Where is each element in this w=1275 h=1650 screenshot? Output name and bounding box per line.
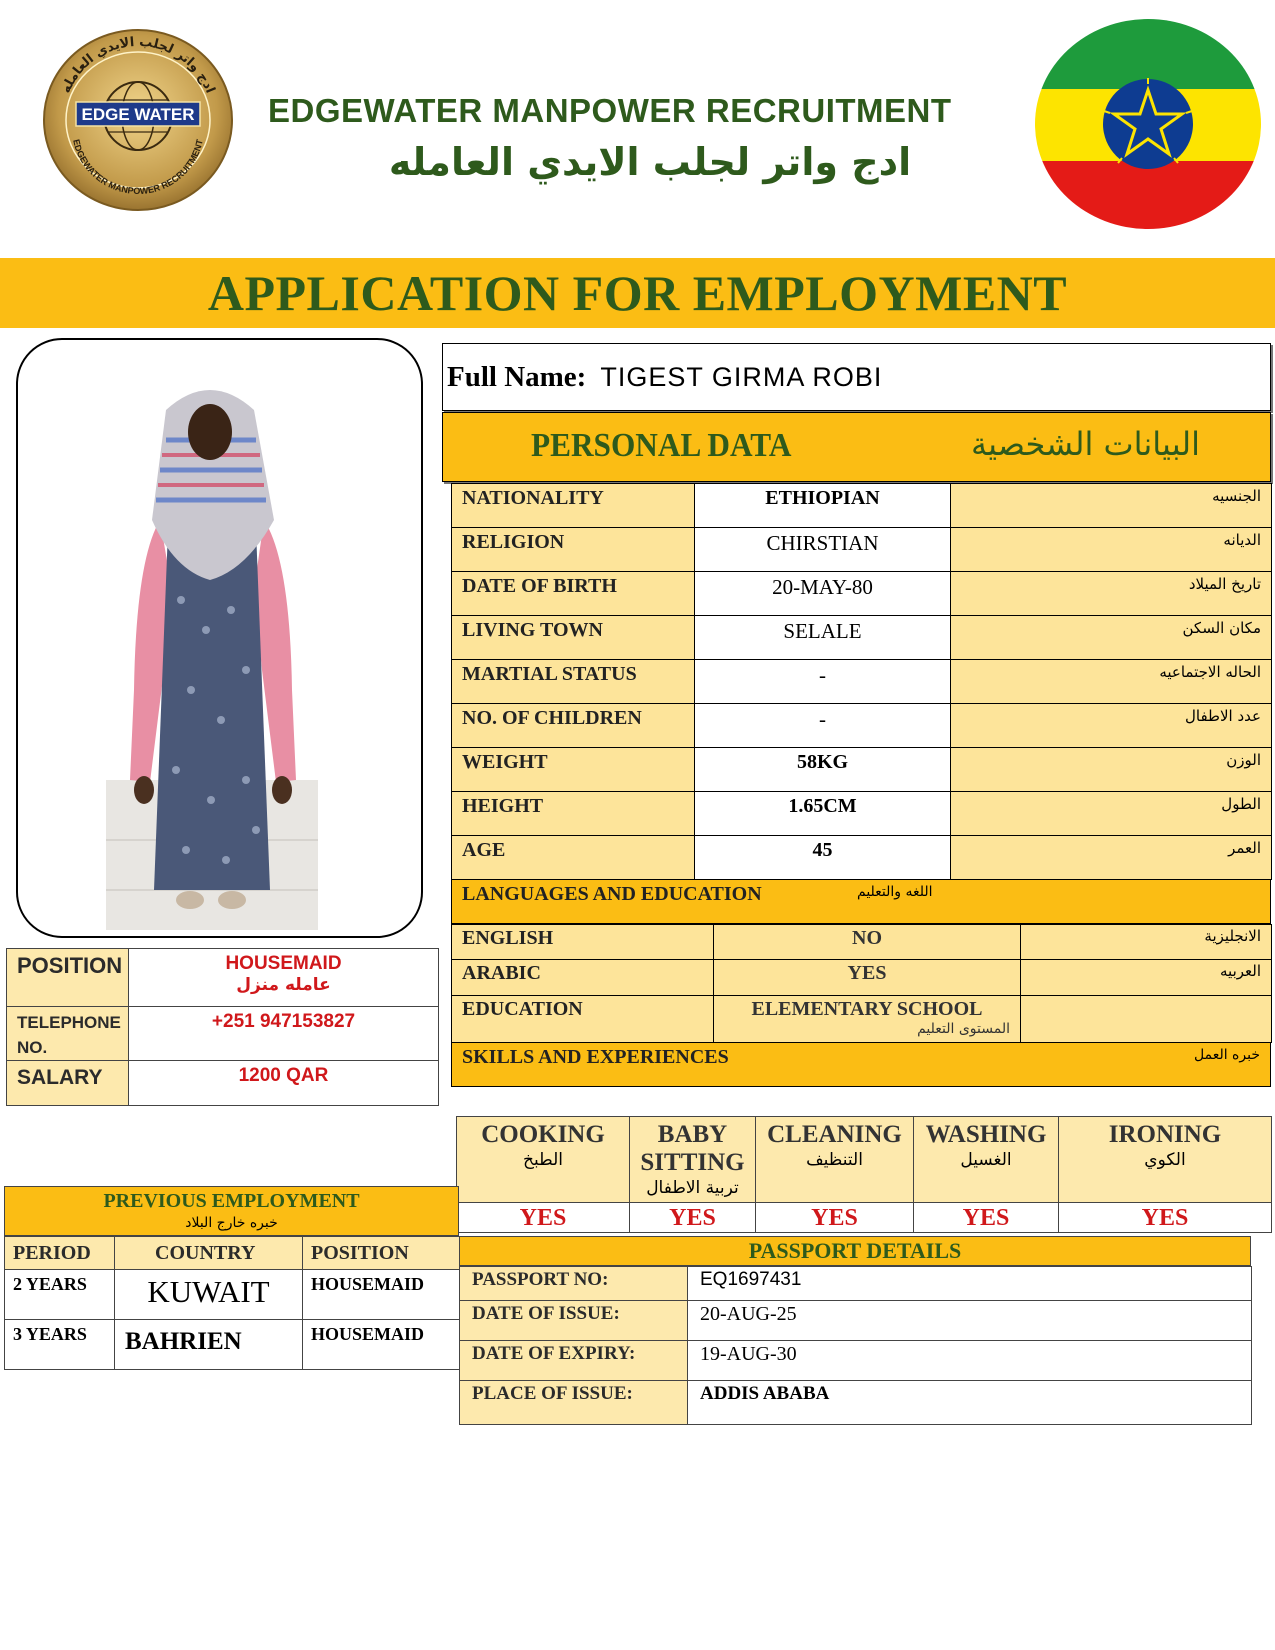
- education-empty-cell: [1021, 996, 1272, 1043]
- skill-washing: [914, 1117, 1059, 1203]
- position-cell: [129, 949, 439, 1007]
- age-label: AGE: [452, 836, 695, 880]
- position-value: HOUSEMAID: [225, 953, 342, 974]
- personal-data-table: [451, 483, 1272, 880]
- table-row: [452, 960, 1272, 996]
- skill-cleaning-label: CLEANING: [767, 1121, 902, 1148]
- table-row: [5, 1270, 460, 1320]
- personal-data-title-arabic: البيانات الشخصية: [970, 425, 1200, 463]
- education-label: EDUCATION: [452, 996, 714, 1043]
- table-row: [452, 792, 1272, 836]
- skill-washing-value: YES: [914, 1203, 1059, 1233]
- table-row: [7, 949, 439, 1007]
- skill-baby-sitting-value: YES: [630, 1203, 756, 1233]
- education-cell: [714, 996, 1021, 1043]
- english-value: NO: [714, 925, 1021, 960]
- ethiopian-flag-icon: [1034, 18, 1262, 231]
- table-row: [460, 1301, 1252, 1341]
- place-of-issue-value: ADDIS ABABA: [688, 1381, 1252, 1425]
- languages-education-header: [451, 879, 1271, 924]
- languages-table: [451, 924, 1272, 1043]
- table-row: [452, 925, 1272, 960]
- table-row: [457, 1203, 1272, 1233]
- date-of-birth-label-arabic: تاريخ الميلاد: [951, 572, 1272, 616]
- date-of-birth-label: DATE OF BIRTH: [452, 572, 695, 616]
- table-row: [7, 1007, 439, 1061]
- children-label-arabic: عدد الاطفال: [951, 704, 1272, 748]
- employment-period: 2 YEARS: [5, 1270, 115, 1320]
- age-value: 45: [695, 836, 951, 880]
- personal-data-header: [442, 412, 1271, 482]
- english-label-arabic: الانجليزية: [1021, 925, 1272, 960]
- table-row: [452, 616, 1272, 660]
- company-name-arabic: ادج واتر لجلب الايدي العامله: [388, 140, 912, 184]
- country-header: COUNTRY: [115, 1237, 303, 1270]
- page-title: APPLICATION FOR EMPLOYMENT: [207, 265, 1068, 321]
- passport-number-label: PASSPORT NO:: [460, 1267, 688, 1301]
- children-label: NO. OF CHILDREN: [452, 704, 695, 748]
- position-header: POSITION: [303, 1237, 460, 1270]
- employment-period: 3 YEARS: [5, 1320, 115, 1370]
- marital-status-label: MARTIAL STATUS: [452, 660, 695, 704]
- skill-cooking-value: YES: [457, 1203, 630, 1233]
- position-value-arabic: عامله منزل: [236, 975, 331, 995]
- skill-cooking-label: COOKING: [481, 1121, 605, 1148]
- marital-status-label-arabic: الحاله الاجتماعيه: [951, 660, 1272, 704]
- skill-baby-sitting-label: BABY SITTING: [640, 1121, 745, 1176]
- skill-cooking-label-arabic: الطبخ: [523, 1150, 563, 1170]
- skill-ironing-label: IRONING: [1108, 1121, 1222, 1148]
- table-row: [5, 1320, 460, 1370]
- place-of-issue-label: PLACE OF ISSUE:: [460, 1381, 688, 1425]
- weight-label-arabic: الوزن: [951, 748, 1272, 792]
- height-value: 1.65CM: [695, 792, 951, 836]
- table-row: [452, 660, 1272, 704]
- skill-ironing-label-arabic: الكوي: [1144, 1150, 1186, 1170]
- table-row: [452, 528, 1272, 572]
- education-value: ELEMENTARY SCHOOL: [751, 998, 983, 1020]
- full-name-label: Full Name:: [447, 360, 587, 393]
- skills-experiences-header: [451, 1042, 1271, 1087]
- applicant-photo: [106, 370, 318, 930]
- table-row: [452, 704, 1272, 748]
- nationality-label-arabic: الجنسيه: [951, 484, 1272, 528]
- skill-cleaning: [756, 1117, 914, 1203]
- table-row: [460, 1381, 1252, 1425]
- skill-baby-sitting: [630, 1117, 756, 1203]
- table-header-row: [5, 1237, 460, 1270]
- weight-label: WEIGHT: [452, 748, 695, 792]
- company-logo: [42, 28, 234, 212]
- skill-baby-sitting-label-arabic: تربية الاطفال: [646, 1178, 739, 1198]
- logo-wordmark: EDGE WATER: [81, 105, 195, 124]
- table-row: [457, 1117, 1272, 1203]
- previous-employment-header: [4, 1186, 459, 1236]
- skill-cleaning-label-arabic: التنظيف: [806, 1150, 863, 1170]
- applicant-photo-frame: [16, 338, 423, 938]
- telephone-value: +251 947153827: [129, 1007, 439, 1061]
- previous-employment-title-arabic: خبره خارج البلاد: [185, 1215, 278, 1231]
- table-row: [460, 1267, 1252, 1301]
- nationality-label: NATIONALITY: [452, 484, 695, 528]
- date-of-expiry-value: 19-AUG-30: [688, 1341, 1252, 1381]
- living-town-value: SELALE: [695, 616, 951, 660]
- period-header: PERIOD: [5, 1237, 115, 1270]
- date-of-issue-value: 20-AUG-25: [688, 1301, 1252, 1341]
- skill-ironing-value: YES: [1059, 1203, 1272, 1233]
- previous-employment-title: PREVIOUS EMPLOYMENT: [103, 1190, 360, 1212]
- employment-country: BAHRIEN: [115, 1320, 303, 1370]
- logo-ring-arabic: ادج واتر لجلب الايدي العامله: [58, 34, 218, 96]
- living-town-label: LIVING TOWN: [452, 616, 695, 660]
- employment-position: HOUSEMAID: [303, 1320, 460, 1370]
- age-label-arabic: العمر: [951, 836, 1272, 880]
- languages-education-title-arabic: اللغه والتعليم: [857, 884, 933, 900]
- table-row: [452, 484, 1272, 528]
- date-of-issue-label: DATE OF ISSUE:: [460, 1301, 688, 1341]
- skill-washing-label: WASHING: [925, 1121, 1047, 1148]
- skills-experiences-title-arabic: خبره العمل: [1194, 1047, 1260, 1063]
- skills-table: [456, 1116, 1272, 1233]
- table-row: [460, 1341, 1252, 1381]
- salary-value: 1200 QAR: [129, 1061, 439, 1106]
- religion-value: CHIRSTIAN: [695, 528, 951, 572]
- personal-data-title: PERSONAL DATA: [531, 427, 792, 464]
- company-name-english: EDGEWATER MANPOWER RECRUITMENT: [268, 92, 952, 129]
- languages-education-title: LANGUAGES AND EDUCATION: [462, 883, 762, 905]
- arabic-label: ARABIC: [452, 960, 714, 996]
- religion-label-arabic: الديانه: [951, 528, 1272, 572]
- arabic-value: YES: [714, 960, 1021, 996]
- weight-value: 58KG: [695, 748, 951, 792]
- skill-washing-label-arabic: الغسيل: [960, 1150, 1012, 1170]
- table-row: [452, 748, 1272, 792]
- employment-country: KUWAIT: [115, 1270, 303, 1320]
- date-of-expiry-label: DATE OF EXPIRY:: [460, 1341, 688, 1381]
- arabic-label-arabic: العربيه: [1021, 960, 1272, 996]
- passport-number-value: EQ1697431: [688, 1267, 1252, 1301]
- full-name-value: TIGEST GIRMA ROBI: [600, 361, 883, 392]
- skill-cleaning-value: YES: [756, 1203, 914, 1233]
- religion-label: RELIGION: [452, 528, 695, 572]
- education-label-arabic: المستوى التعليم: [917, 1021, 1010, 1037]
- marital-status-value: -: [695, 660, 951, 704]
- nationality-value: ETHIOPIAN: [695, 484, 951, 528]
- table-row: [452, 836, 1272, 880]
- height-label-arabic: الطول: [951, 792, 1272, 836]
- position-label: POSITION: [7, 949, 129, 1007]
- passport-details-title: PASSPORT DETAILS: [459, 1236, 1251, 1266]
- date-of-birth-value: 20-MAY-80: [695, 572, 951, 616]
- skill-cooking: [457, 1117, 630, 1203]
- employment-position: HOUSEMAID: [303, 1270, 460, 1320]
- table-row: [7, 1061, 439, 1106]
- children-value: -: [695, 704, 951, 748]
- full-name-field: [442, 343, 1271, 411]
- skills-experiences-title: SKILLS AND EXPERIENCES: [462, 1046, 729, 1068]
- height-label: HEIGHT: [452, 792, 695, 836]
- passport-details-table: [459, 1266, 1252, 1425]
- telephone-label: TELEPHONE NO.: [7, 1007, 129, 1061]
- salary-label: SALARY: [7, 1061, 129, 1106]
- table-row: [452, 572, 1272, 616]
- table-row: [452, 996, 1272, 1043]
- previous-employment-table: [4, 1236, 460, 1370]
- skill-ironing: [1059, 1117, 1272, 1203]
- english-label: ENGLISH: [452, 925, 714, 960]
- job-details-table: [6, 948, 439, 1106]
- logo-ring-english: EDGEWATER MANPOWER RECRUITMENT: [71, 138, 205, 197]
- living-town-label-arabic: مكان السكن: [951, 616, 1272, 660]
- title-bar: [0, 258, 1275, 328]
